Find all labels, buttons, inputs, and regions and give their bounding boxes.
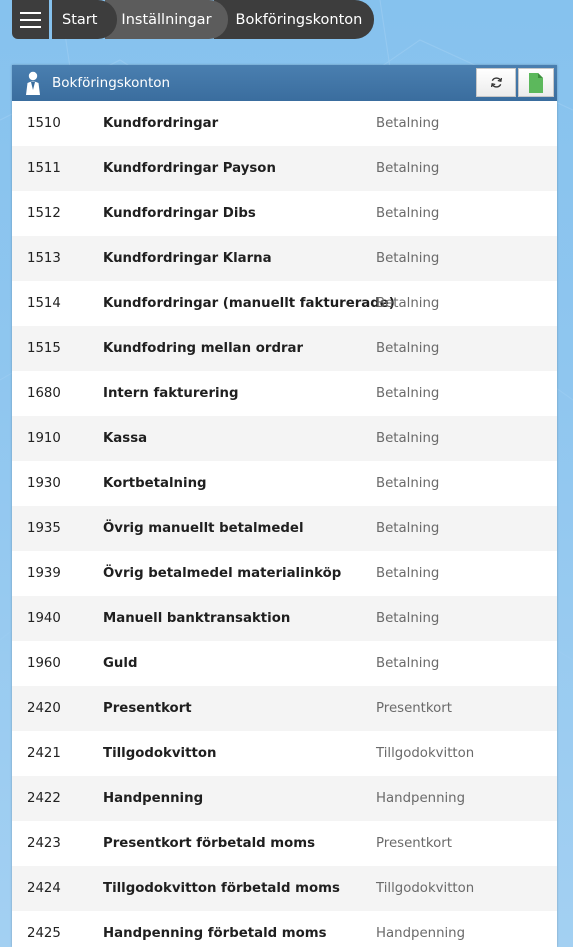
account-row[interactable] — [12, 821, 557, 866]
account-code: 1511 — [27, 161, 61, 176]
account-code: 2425 — [27, 926, 61, 941]
account-type: Tillgodokvitton — [376, 881, 475, 896]
account-row[interactable] — [12, 371, 557, 416]
account-type: Betalning — [376, 296, 440, 311]
header-actions — [476, 68, 554, 97]
account-row[interactable] — [12, 506, 557, 551]
account-name: Presentkort förbetald moms — [103, 836, 316, 851]
account-type: Betalning — [376, 341, 440, 356]
account-type: Presentkort — [376, 836, 452, 851]
account-type: Betalning — [376, 566, 440, 581]
panel-title: Bokföringskonton — [52, 75, 171, 91]
account-type: Handpenning — [376, 926, 466, 941]
account-name: Handpenning — [103, 791, 204, 806]
account-code: 1910 — [27, 431, 61, 446]
account-code: 1939 — [27, 566, 61, 581]
account-name: Kundfordringar Payson — [103, 161, 276, 176]
account-row[interactable] — [12, 596, 557, 641]
accounts-panel — [12, 65, 557, 947]
document-icon — [529, 73, 543, 93]
account-code: 1680 — [27, 386, 61, 401]
breadcrumb-settings[interactable]: Inställningar — [105, 0, 227, 39]
account-code: 1512 — [27, 206, 61, 221]
account-code: 2422 — [27, 791, 61, 806]
account-row[interactable] — [12, 551, 557, 596]
breadcrumb-accounts[interactable]: Bokföringskonton — [214, 0, 375, 39]
account-code: 2420 — [27, 701, 61, 716]
account-type: Betalning — [376, 476, 440, 491]
account-code: 1935 — [27, 521, 61, 536]
account-row[interactable] — [12, 326, 557, 371]
top-bar — [12, 0, 374, 39]
account-name: Tillgodokvitton — [103, 746, 217, 761]
account-type: Betalning — [376, 521, 440, 536]
account-name: Guld — [103, 656, 138, 671]
account-type: Betalning — [376, 116, 440, 131]
account-code: 2421 — [27, 746, 61, 761]
account-name: Kassa — [103, 431, 148, 446]
account-type: Betalning — [376, 161, 440, 176]
export-button[interactable] — [518, 68, 554, 97]
account-type: Tillgodokvitton — [376, 746, 475, 761]
account-code: 1960 — [27, 656, 61, 671]
refresh-icon — [490, 76, 503, 89]
account-name: Intern fakturering — [103, 386, 239, 401]
account-type: Betalning — [376, 611, 440, 626]
menu-line — [20, 26, 41, 28]
account-row[interactable] — [12, 866, 557, 911]
account-type: Betalning — [376, 431, 440, 446]
account-name: Kundfordringar Dibs — [103, 206, 256, 221]
account-row[interactable] — [12, 101, 557, 146]
account-code: 1515 — [27, 341, 61, 356]
account-code: 1510 — [27, 116, 61, 131]
account-code: 1514 — [27, 296, 61, 311]
account-name: Kundfodring mellan ordrar — [103, 341, 304, 356]
account-type: Handpenning — [376, 791, 466, 806]
account-row[interactable] — [12, 776, 557, 821]
breadcrumb-start[interactable]: Start — [52, 0, 117, 39]
menu-line — [20, 19, 41, 21]
account-name: Handpenning förbetald moms — [103, 926, 327, 941]
account-code: 1513 — [27, 251, 61, 266]
account-name: Manuell banktransaktion — [103, 611, 291, 626]
account-row[interactable] — [12, 641, 557, 686]
account-row[interactable] — [12, 236, 557, 281]
account-name: Övrig betalmedel materialinköp — [103, 566, 342, 581]
hamburger-menu-icon[interactable] — [12, 0, 49, 39]
account-row[interactable] — [12, 731, 557, 776]
account-name: Kundfordringar Klarna — [103, 251, 272, 266]
account-name: Kundfordringar — [103, 116, 219, 131]
account-type: Betalning — [376, 251, 440, 266]
account-row[interactable] — [12, 191, 557, 236]
account-code: 2424 — [27, 881, 61, 896]
account-type: Betalning — [376, 386, 440, 401]
account-name: Övrig manuellt betalmedel — [103, 521, 304, 536]
account-name: Presentkort — [103, 701, 192, 716]
account-code: 1930 — [27, 476, 61, 491]
breadcrumb — [52, 0, 374, 39]
account-row[interactable] — [12, 146, 557, 191]
account-name: Tillgodokvitton förbetald moms — [103, 881, 340, 896]
account-row[interactable] — [12, 686, 557, 731]
account-row[interactable] — [12, 416, 557, 461]
menu-line — [20, 12, 41, 14]
panel-header — [12, 65, 557, 101]
refresh-button[interactable] — [476, 68, 516, 97]
account-type: Betalning — [376, 206, 440, 221]
account-row[interactable] — [12, 281, 557, 326]
account-type: Presentkort — [376, 701, 452, 716]
account-type: Betalning — [376, 656, 440, 671]
account-row[interactable] — [12, 911, 557, 947]
accounts-list — [12, 101, 557, 947]
account-name: Kundfordringar (manuellt fakturerade) — [103, 296, 395, 311]
person-icon — [22, 70, 44, 96]
account-code: 2423 — [27, 836, 61, 851]
account-code: 1940 — [27, 611, 61, 626]
account-row[interactable] — [12, 461, 557, 506]
account-name: Kortbetalning — [103, 476, 207, 491]
